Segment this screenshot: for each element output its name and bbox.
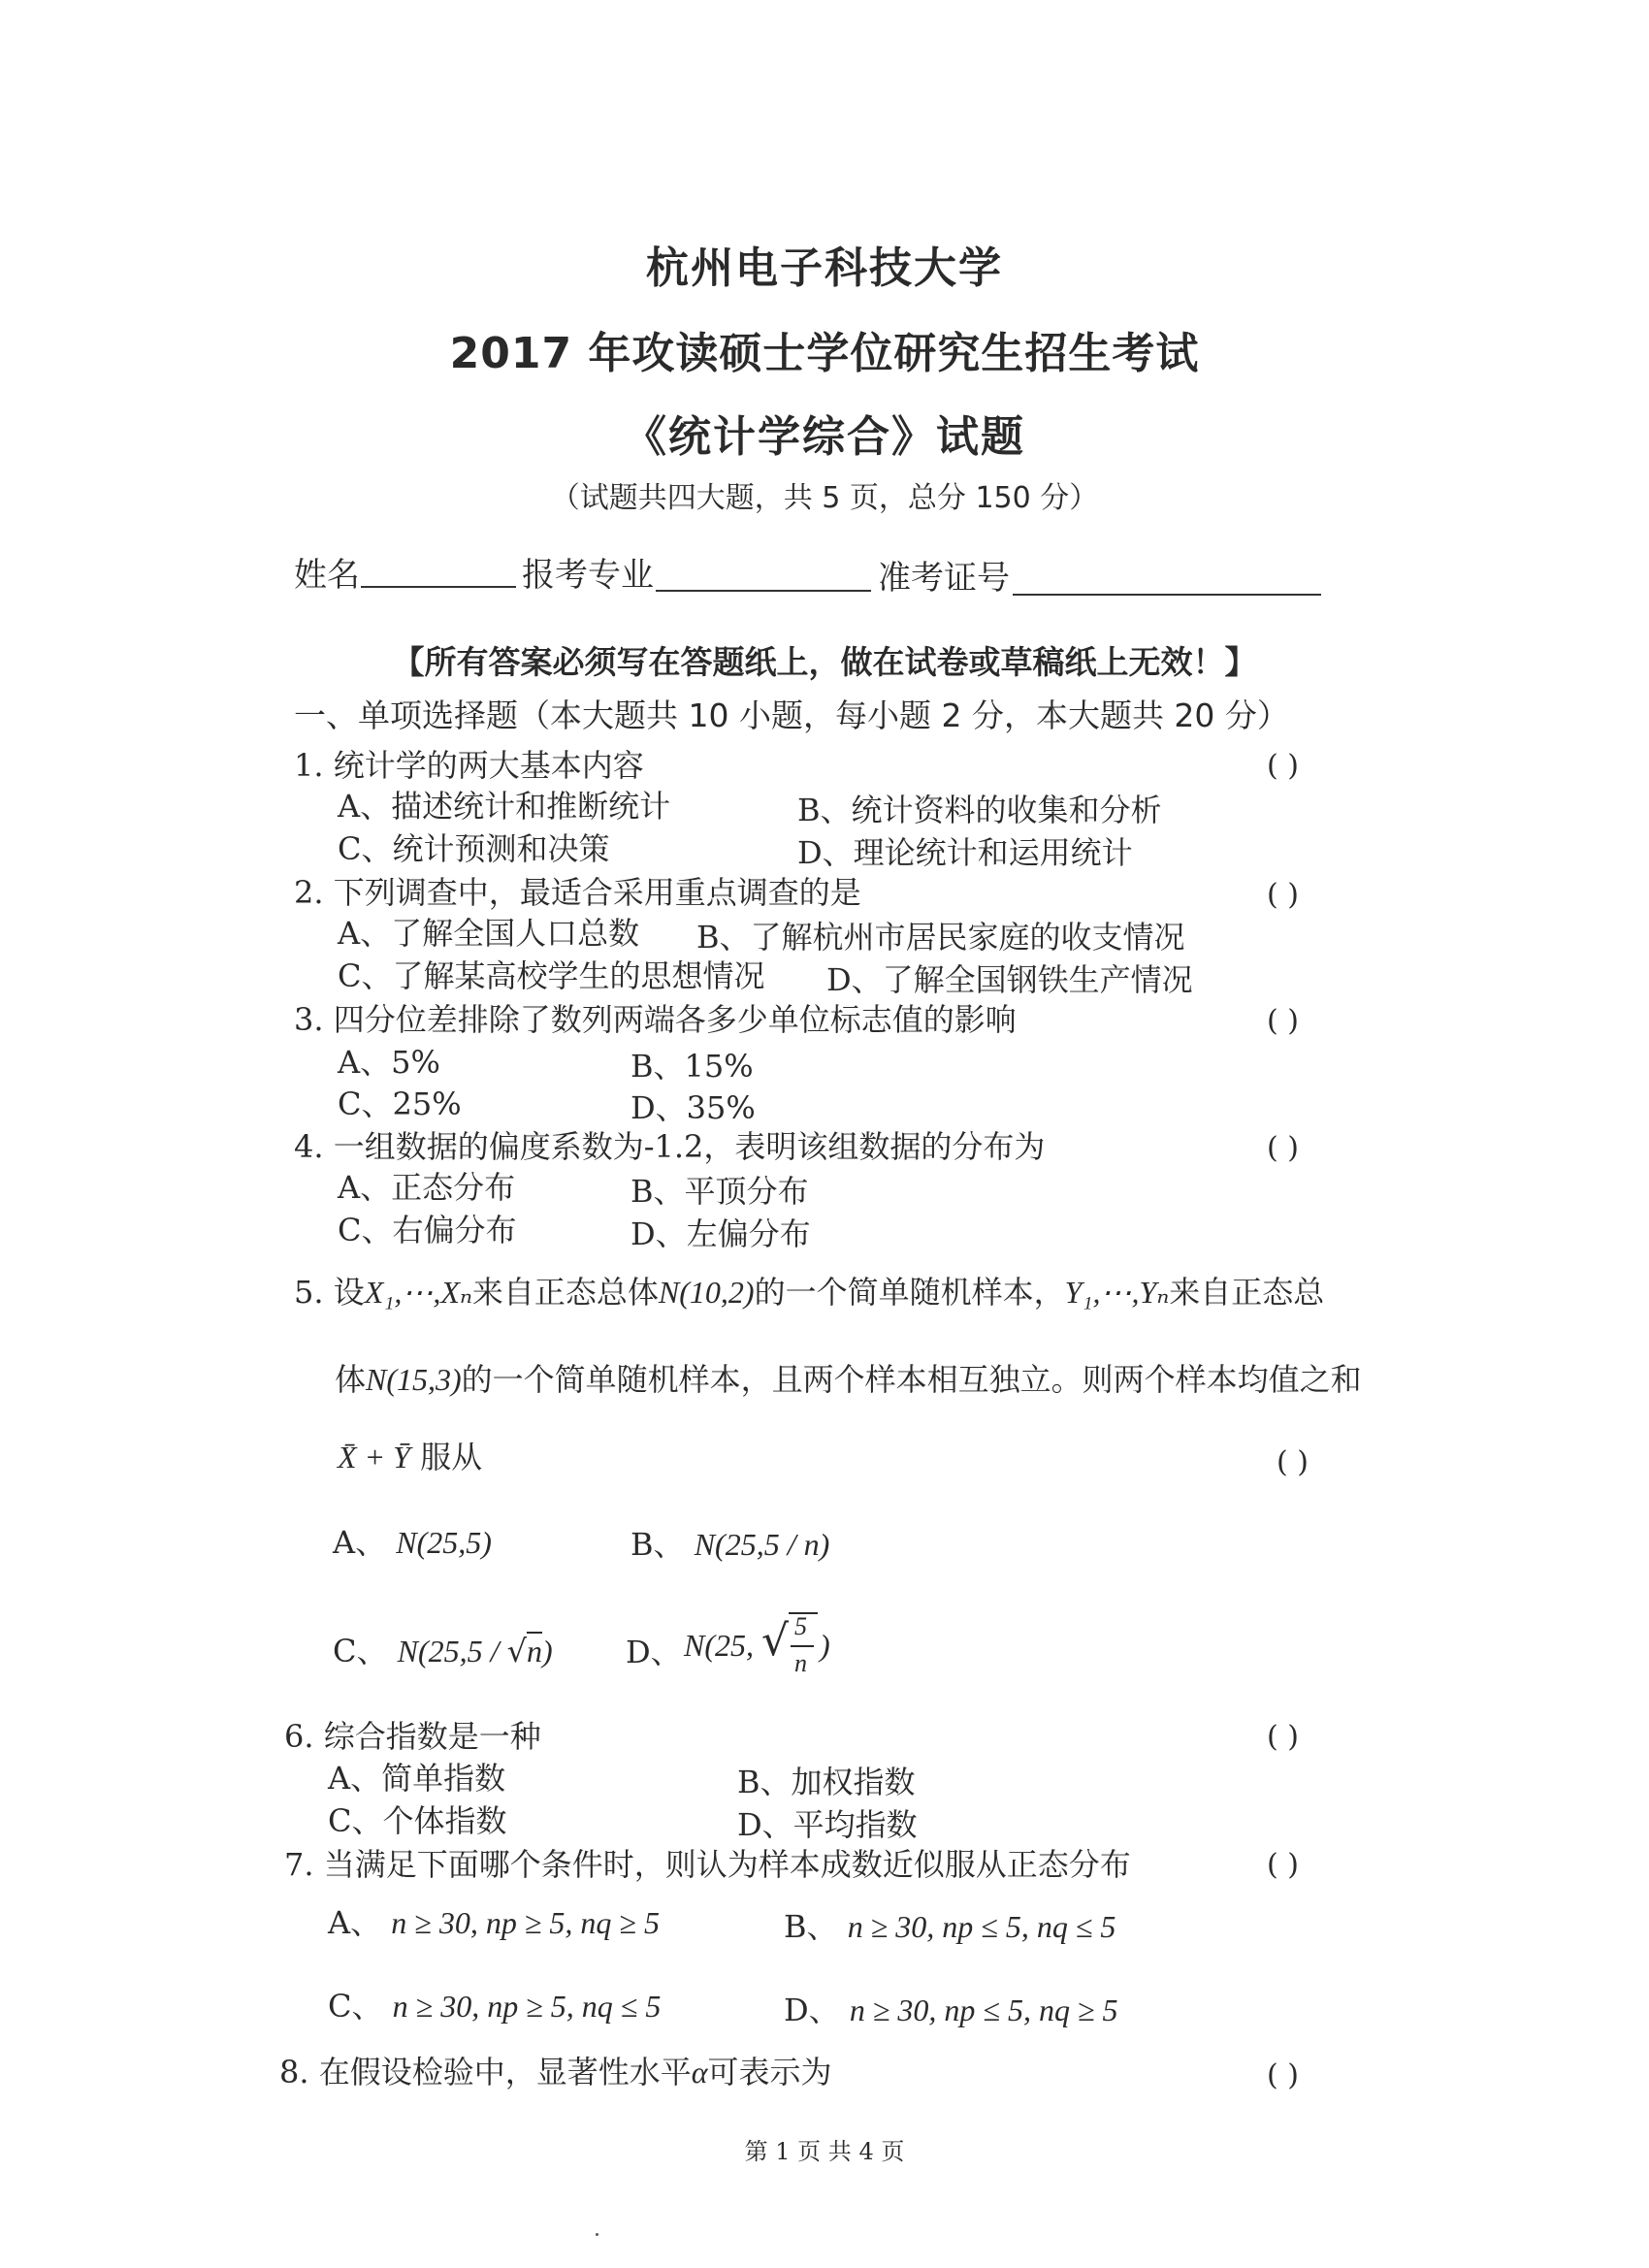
id-field-label: 准考证号 <box>878 559 1010 598</box>
question-6-option-b: B、加权指数 <box>737 1764 916 1800</box>
question-7-option-b-expr: n ≥ 30, np ≤ 5, nq ≤ 5 <box>847 1909 1116 1944</box>
question-5-option-c-expr-a: N(25,5 / <box>397 1634 507 1669</box>
alpha-symbol: α <box>691 2055 708 2090</box>
question-5-x-dist: N(10,2) <box>658 1275 755 1310</box>
question-5-text-d: 来自正态总 <box>1169 1274 1325 1311</box>
question-4-stem: 4. 一组数据的偏度系数为-1.2，表明该组数据的分布为 <box>294 1128 1046 1165</box>
question-5-line-1 <box>294 1268 1324 1312</box>
answer-paren-8: ( ) <box>1267 2058 1299 2092</box>
question-8-text-a: 8. 在假设检验中，显著性水平 <box>279 2054 692 2090</box>
question-5-option-d-label: D、 <box>626 1634 682 1670</box>
fraction-bar-d <box>791 1645 814 1647</box>
question-5-text-g: 服从 <box>420 1439 483 1475</box>
question-5-y-vars: Y₁,⋯,Yₙ <box>1064 1275 1170 1310</box>
sqrt-symbol: √ <box>506 1633 527 1669</box>
question-7-option-a-label: A、 <box>328 1904 382 1941</box>
question-2-stem: 2. 下列调查中，最适合采用重点调查的是 <box>294 874 861 911</box>
question-3-option-c: C、25% <box>338 1085 462 1122</box>
question-5-option-d-expr-c: ) <box>820 1628 830 1663</box>
question-5-option-d-denominator: n <box>794 1649 807 1677</box>
question-7-option-d-expr: n ≥ 30, np ≤ 5, nq ≥ 5 <box>849 1993 1118 2027</box>
question-5-option-c-expr-c: ) <box>541 1634 553 1669</box>
question-2-option-b: B、了解杭州市居民家庭的收支情况 <box>696 919 1185 956</box>
question-7-option-c-label: C、 <box>328 1988 383 2025</box>
question-8-text-b: 可表示为 <box>707 2054 832 2090</box>
answer-paren-1: ( ) <box>1267 749 1299 783</box>
name-field-label: 姓名 <box>294 556 360 595</box>
question-5-sum-expr: X̄ + Ȳ <box>338 1440 410 1474</box>
subject-title: 《统计学综合》试题 <box>624 412 1025 462</box>
exam-title: 2017 年攻读硕士学位研究生招生考试 <box>449 329 1200 378</box>
question-6-option-a: A、简单指数 <box>328 1760 506 1797</box>
answer-paren-5: ( ) <box>1277 1445 1309 1479</box>
question-5-option-b-label: B、 <box>630 1526 685 1563</box>
question-5-x-vars: X₁,⋯,Xₙ <box>364 1275 472 1310</box>
question-4-option-c: C、右偏分布 <box>338 1212 517 1248</box>
major-field-label: 报考专业 <box>522 556 654 595</box>
answer-paren-7: ( ) <box>1267 1848 1299 1882</box>
question-5-line-3 <box>338 1433 482 1477</box>
question-5-y-dist: N(15,3) <box>366 1362 462 1397</box>
answer-paren-3: ( ) <box>1267 1004 1299 1038</box>
question-3-option-b: B、15% <box>630 1048 754 1085</box>
question-5-option-a <box>333 1518 492 1563</box>
question-5-option-c <box>333 1627 553 1671</box>
question-5-text-f: 的一个简单随机样本，且两个样本相互独立。则两个样本均值之和 <box>461 1361 1362 1398</box>
question-5-text-b: 来自正态总体 <box>471 1274 659 1311</box>
question-1-option-b: B、统计资料的收集和分析 <box>797 792 1162 828</box>
university-title: 杭州电子科技大学 <box>646 243 1003 293</box>
question-1-option-a: A、描述统计和推断统计 <box>338 788 671 825</box>
scan-speck <box>596 2233 598 2236</box>
question-1-stem: 1. 统计学的两大基本内容 <box>294 747 644 784</box>
question-5-option-b <box>630 1520 829 1565</box>
question-5-option-c-radicand: n <box>526 1634 542 1669</box>
answer-paren-2: ( ) <box>1267 878 1299 912</box>
id-blank <box>1013 565 1321 596</box>
question-2-option-c: C、了解某高校学生的思想情况 <box>338 957 765 994</box>
question-7-option-b-label: B、 <box>784 1908 838 1945</box>
question-5-option-c-label: C、 <box>333 1633 388 1669</box>
question-2-option-d: D、了解全国钢铁生产情况 <box>826 961 1193 998</box>
question-7-stem: 7. 当满足下面哪个条件时，则认为样本成数近似服从正态分布 <box>284 1846 1131 1883</box>
sqrt-symbol-d: √ <box>761 1616 790 1666</box>
question-5-number: 5. <box>294 1274 324 1311</box>
exam-note: （试题共四大题，共 5 页，总分 150 分） <box>550 481 1099 515</box>
question-5-text-e: 体 <box>335 1361 367 1398</box>
question-1-option-c: C、统计预测和决策 <box>338 830 610 867</box>
question-7-option-a <box>328 1898 660 1943</box>
question-2-option-a: A、了解全国人口总数 <box>338 915 640 952</box>
question-7-option-d-label: D、 <box>784 1992 840 2028</box>
answer-paren-4: ( ) <box>1267 1131 1299 1165</box>
question-5-option-d-numerator: 5 <box>794 1612 807 1640</box>
answer-paren-6: ( ) <box>1267 1720 1299 1754</box>
question-5-option-d-expr-a: N(25, <box>684 1628 754 1663</box>
page-footer: 第 1 页 共 4 页 <box>744 2138 905 2165</box>
question-7-option-d <box>784 1986 1118 2030</box>
question-6-stem: 6. 综合指数是一种 <box>284 1718 541 1755</box>
question-8-stem <box>279 2048 832 2092</box>
question-5-text-a: 设 <box>333 1274 365 1311</box>
question-6-option-d: D、平均指数 <box>737 1806 918 1843</box>
question-7-option-b <box>784 1902 1116 1947</box>
question-5-option-b-expr: N(25,5 / n) <box>694 1527 830 1562</box>
question-3-option-a: A、5% <box>338 1044 440 1081</box>
question-3-stem: 3. 四分位差排除了数列两端各多少单位标志值的影响 <box>294 1001 1017 1038</box>
question-5-option-a-expr: N(25,5) <box>396 1525 492 1560</box>
answer-notice: 【所有答案必须写在答题纸上，做在试卷或草稿纸上无效！】 <box>392 643 1257 681</box>
question-6-option-c: C、个体指数 <box>328 1802 507 1839</box>
question-3-option-d: D、35% <box>630 1089 756 1126</box>
question-1-option-d: D、理论统计和运用统计 <box>797 834 1133 871</box>
question-5-line-2 <box>335 1355 1362 1400</box>
question-7-option-c-expr: n ≥ 30, np ≥ 5, nq ≤ 5 <box>392 1989 662 2024</box>
name-blank <box>361 557 516 588</box>
question-7-option-a-expr: n ≥ 30, np ≥ 5, nq ≥ 5 <box>391 1905 660 1940</box>
question-4-option-d: D、左偏分布 <box>630 1215 811 1252</box>
question-7-option-c <box>328 1982 661 2026</box>
question-4-option-a: A、正态分布 <box>338 1169 516 1206</box>
major-blank <box>656 561 871 592</box>
question-4-option-b: B、平顶分布 <box>630 1173 809 1210</box>
question-5-text-c: 的一个简单随机样本， <box>754 1274 1065 1311</box>
section-title: 一、单项选择题（本大题共 10 小题，每小题 2 分，本大题共 20 分） <box>294 697 1289 734</box>
question-5-option-a-label: A、 <box>333 1524 387 1561</box>
